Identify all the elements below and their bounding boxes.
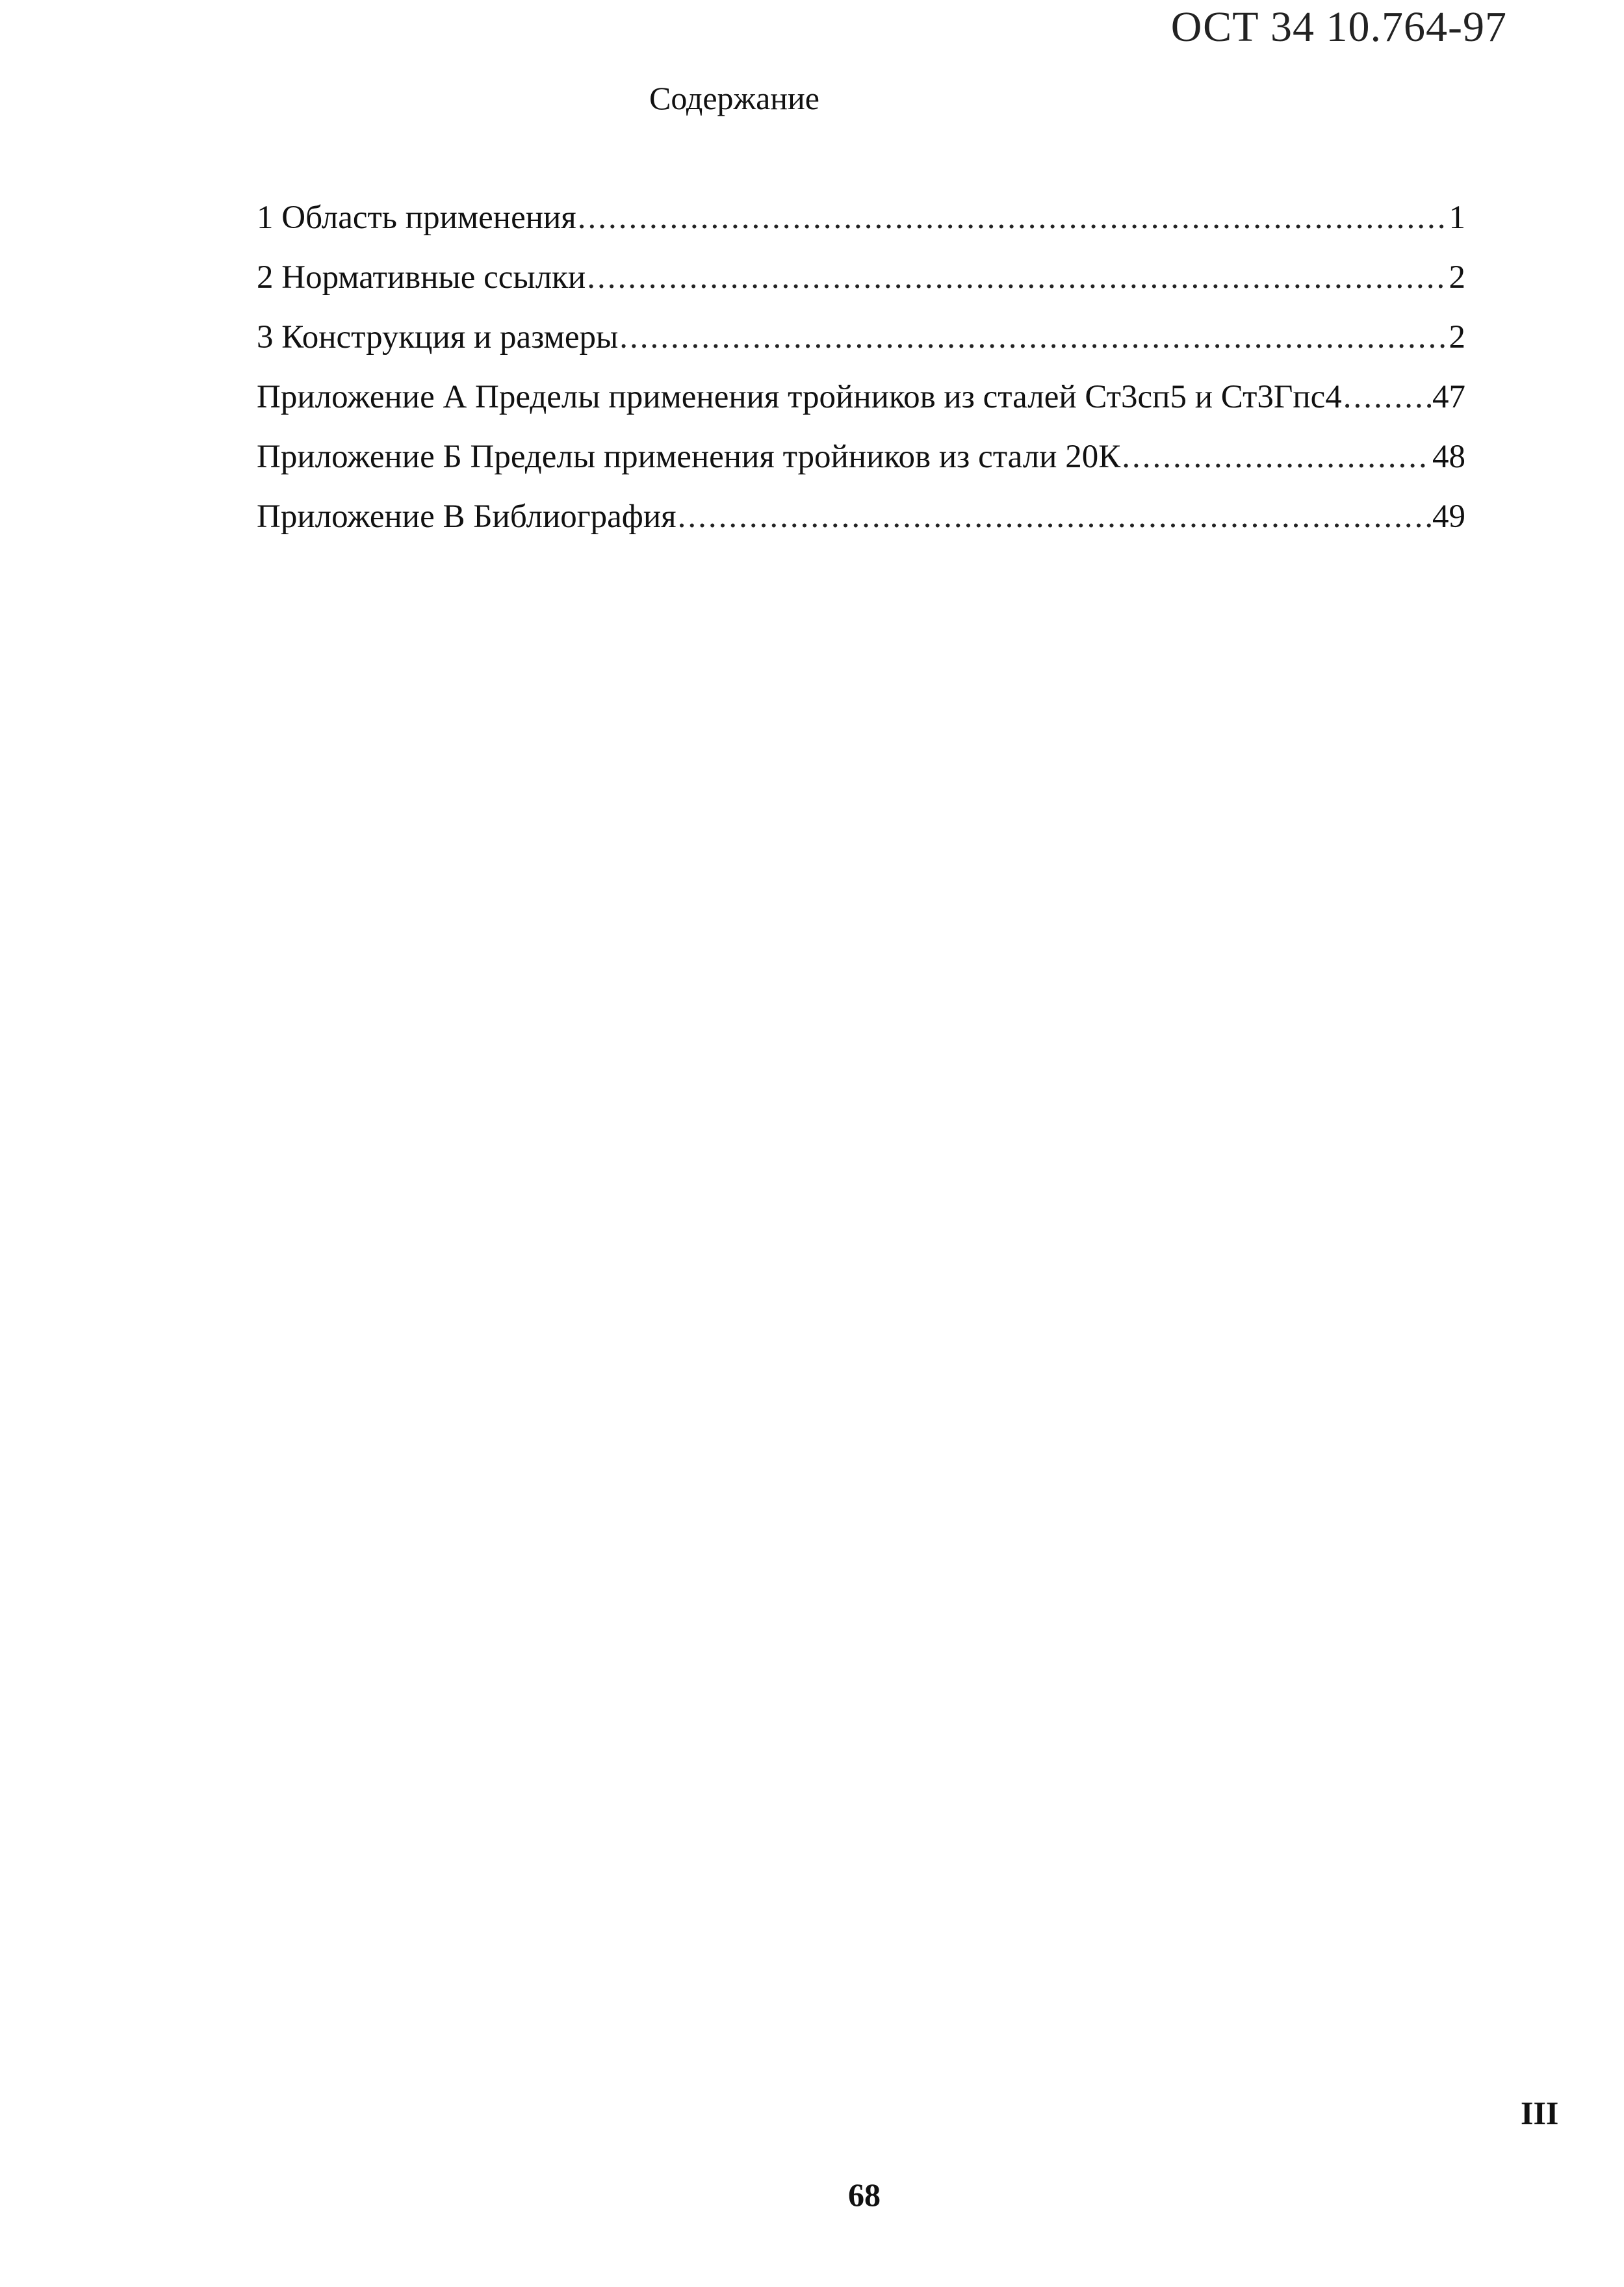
toc-entry-page: 49 [1432, 498, 1465, 535]
toc-dot-leader [578, 199, 1448, 237]
toc-dot-leader [1343, 378, 1431, 416]
toc-entry-page: 47 [1432, 379, 1465, 415]
toc-title: Содержание [649, 80, 819, 116]
page-number: 68 [848, 2177, 881, 2213]
roman-page-marker: III [1521, 2095, 1559, 2131]
toc-entry-page: 2 [1449, 259, 1465, 296]
table-of-contents [257, 199, 1465, 558]
toc-entry-appendix-c [257, 498, 1465, 558]
document-code: ОСТ 34 10.764-97 [1170, 3, 1507, 51]
toc-entry-label: Приложение В Библиография [257, 498, 677, 535]
toc-entry-label: Приложение Б Пределы применения тройников из стали 20К [257, 439, 1121, 475]
toc-entry-page: 48 [1432, 439, 1465, 475]
toc-dot-leader [587, 259, 1447, 296]
toc-dot-leader [1122, 438, 1431, 476]
toc-entry-label: Приложение А Пределы применения тройников из сталей Ст3сп5 и Ст3Гпс4 [257, 379, 1342, 415]
toc-entry-appendix-b [257, 438, 1465, 498]
toc-entry-label: 1 Область применения [257, 200, 576, 236]
toc-entry-page: 1 [1449, 200, 1465, 236]
toc-entry-page: 2 [1449, 319, 1465, 355]
toc-entry-label: 3 Конструкция и размеры [257, 319, 619, 355]
toc-entry-design-dimensions [257, 318, 1465, 378]
toc-dot-leader [619, 318, 1447, 356]
toc-dot-leader [678, 498, 1431, 536]
toc-entry-label: 2 Нормативные ссылки [257, 259, 586, 296]
toc-entry-appendix-a [257, 378, 1465, 438]
toc-entry-normative-references [257, 259, 1465, 318]
toc-entry-scope [257, 199, 1465, 259]
